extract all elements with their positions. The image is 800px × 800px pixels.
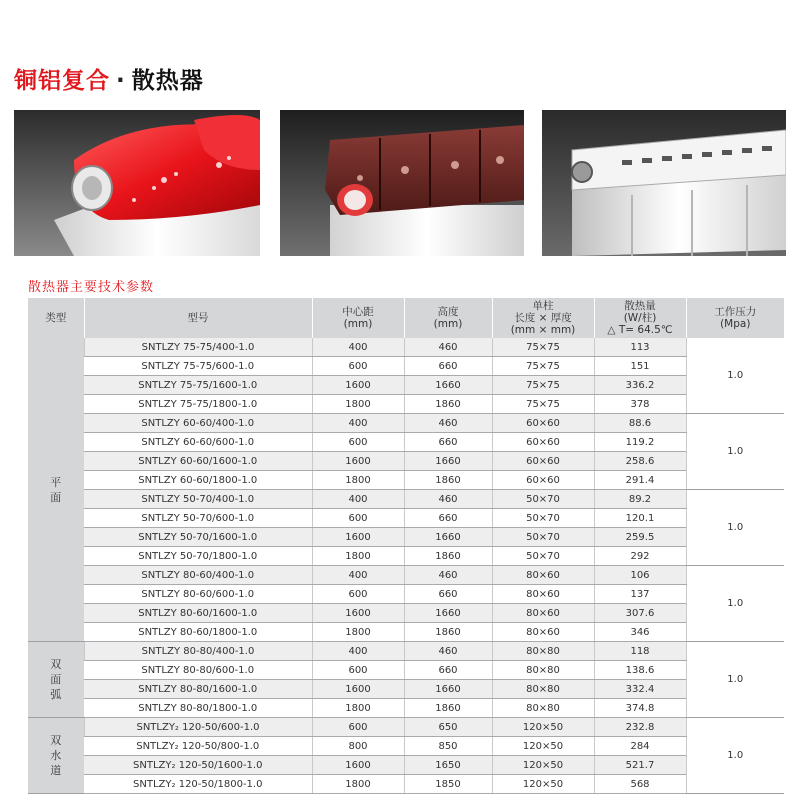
model-cell: SNTLZY₂ 120-50/800-1.0 <box>84 737 312 756</box>
table-row <box>28 756 784 775</box>
size-cell: 120×50 <box>492 775 594 794</box>
heat-output-cell: 568 <box>594 775 686 794</box>
heat-output-cell: 521.7 <box>594 756 686 775</box>
center-distance-cell: 1800 <box>312 699 404 718</box>
model-cell: SNTLZY 50-70/400-1.0 <box>84 490 312 509</box>
table-row <box>28 680 784 699</box>
center-distance-cell: 600 <box>312 661 404 680</box>
table-row <box>28 338 784 357</box>
type-cell <box>28 338 84 642</box>
table-row <box>28 547 784 566</box>
center-distance-cell: 1800 <box>312 547 404 566</box>
height-cell: 1660 <box>404 680 492 699</box>
size-cell: 60×60 <box>492 433 594 452</box>
pressure-cell: 1.0 <box>686 490 784 566</box>
heat-output-cell: 332.4 <box>594 680 686 699</box>
size-cell: 60×60 <box>492 414 594 433</box>
heat-output-cell: 151 <box>594 357 686 376</box>
size-cell: 75×75 <box>492 395 594 414</box>
heat-output-cell: 259.5 <box>594 528 686 547</box>
height-cell: 460 <box>404 642 492 661</box>
header-center-distance <box>312 298 404 338</box>
height-cell: 1860 <box>404 471 492 490</box>
size-cell: 80×60 <box>492 585 594 604</box>
model-cell: SNTLZY 75-75/1600-1.0 <box>84 376 312 395</box>
size-cell: 80×60 <box>492 566 594 585</box>
size-cell: 60×60 <box>492 452 594 471</box>
table-row <box>28 699 784 718</box>
heat-output-cell: 119.2 <box>594 433 686 452</box>
model-cell: SNTLZY₂ 120-50/1800-1.0 <box>84 775 312 794</box>
heat-output-cell: 346 <box>594 623 686 642</box>
heat-output-cell: 137 <box>594 585 686 604</box>
type-cell <box>28 642 84 718</box>
height-cell: 460 <box>404 490 492 509</box>
size-cell: 50×70 <box>492 547 594 566</box>
center-distance-cell: 400 <box>312 566 404 585</box>
type-label: 双面弧 <box>50 658 62 701</box>
size-cell: 80×80 <box>492 661 594 680</box>
height-cell: 1850 <box>404 775 492 794</box>
size-cell: 75×75 <box>492 376 594 395</box>
model-cell: SNTLZY 80-80/1800-1.0 <box>84 699 312 718</box>
table-row <box>28 433 784 452</box>
heat-output-cell: 336.2 <box>594 376 686 395</box>
size-cell: 60×60 <box>492 471 594 490</box>
size-cell: 80×80 <box>492 699 594 718</box>
center-distance-cell: 400 <box>312 490 404 509</box>
center-distance-cell: 400 <box>312 338 404 357</box>
model-cell: SNTLZY 75-75/400-1.0 <box>84 338 312 357</box>
table-row <box>28 452 784 471</box>
model-cell: SNTLZY 80-80/600-1.0 <box>84 661 312 680</box>
size-cell: 120×50 <box>492 756 594 775</box>
pressure-cell: 1.0 <box>686 338 784 414</box>
height-cell: 1860 <box>404 395 492 414</box>
size-cell: 120×50 <box>492 718 594 737</box>
type-label: 双水道 <box>50 734 62 777</box>
table-row <box>28 414 784 433</box>
model-cell: SNTLZY 50-70/1600-1.0 <box>84 528 312 547</box>
header-working-pressure <box>686 298 784 338</box>
pressure-cell: 1.0 <box>686 718 784 794</box>
size-cell: 80×60 <box>492 604 594 623</box>
size-cell: 75×75 <box>492 357 594 376</box>
model-cell: SNTLZY 80-80/400-1.0 <box>84 642 312 661</box>
height-cell: 1660 <box>404 452 492 471</box>
height-cell: 1660 <box>404 604 492 623</box>
spec-table <box>28 298 784 794</box>
table-row <box>28 566 784 585</box>
table-row <box>28 642 784 661</box>
center-distance-cell: 600 <box>312 357 404 376</box>
header-height-text: 高度 (mm) <box>433 306 463 330</box>
pressure-cell: 1.0 <box>686 414 784 490</box>
page-title <box>14 62 204 95</box>
type-label: 平面 <box>50 475 62 504</box>
header-height <box>404 298 492 338</box>
center-distance-cell: 1800 <box>312 623 404 642</box>
table-row <box>28 718 784 737</box>
pressure-cell: 1.0 <box>686 566 784 642</box>
center-distance-cell: 600 <box>312 585 404 604</box>
model-cell: SNTLZY 60-60/600-1.0 <box>84 433 312 452</box>
model-cell: SNTLZY₂ 120-50/600-1.0 <box>84 718 312 737</box>
size-cell: 50×70 <box>492 490 594 509</box>
header-heat-output <box>594 298 686 338</box>
model-cell: SNTLZY 80-80/1600-1.0 <box>84 680 312 699</box>
center-distance-cell: 1600 <box>312 376 404 395</box>
product-photo-red-radiator <box>14 110 260 256</box>
type-cell <box>28 718 84 794</box>
center-distance-cell: 1600 <box>312 680 404 699</box>
height-cell: 460 <box>404 338 492 357</box>
table-row <box>28 775 784 794</box>
height-cell: 460 <box>404 566 492 585</box>
center-distance-cell: 1600 <box>312 528 404 547</box>
header-size-text: 单柱 长度 × 厚度 (mm × mm) <box>510 300 576 336</box>
heat-output-cell: 292 <box>594 547 686 566</box>
height-cell: 1660 <box>404 376 492 395</box>
height-cell: 660 <box>404 357 492 376</box>
heat-output-cell: 374.8 <box>594 699 686 718</box>
table-row <box>28 623 784 642</box>
height-cell: 660 <box>404 585 492 604</box>
size-cell: 50×70 <box>492 528 594 547</box>
table-row <box>28 395 784 414</box>
table-row <box>28 528 784 547</box>
heat-output-cell: 378 <box>594 395 686 414</box>
model-cell: SNTLZY 75-75/1800-1.0 <box>84 395 312 414</box>
heat-output-cell: 138.6 <box>594 661 686 680</box>
heat-output-cell: 89.2 <box>594 490 686 509</box>
heat-output-cell: 284 <box>594 737 686 756</box>
center-distance-cell: 1800 <box>312 395 404 414</box>
center-distance-cell: 1800 <box>312 775 404 794</box>
header-type: 类型 <box>28 298 84 338</box>
height-cell: 1860 <box>404 623 492 642</box>
table-row <box>28 661 784 680</box>
model-cell: SNTLZY 60-60/1600-1.0 <box>84 452 312 471</box>
center-distance-cell: 1600 <box>312 604 404 623</box>
product-photo-white-radiator <box>542 110 786 256</box>
header-working-pressure-text: 工作压力 (Mpa) <box>714 306 757 330</box>
center-distance-cell: 600 <box>312 718 404 737</box>
height-cell: 850 <box>404 737 492 756</box>
heat-output-cell: 258.6 <box>594 452 686 471</box>
table-row <box>28 490 784 509</box>
header-heat-output-text: 散热量 (W/柱) △ T= 64.5℃ <box>607 300 673 336</box>
center-distance-cell: 1600 <box>312 756 404 775</box>
height-cell: 660 <box>404 433 492 452</box>
table-row <box>28 604 784 623</box>
size-cell: 120×50 <box>492 737 594 756</box>
table-row <box>28 737 784 756</box>
heat-output-cell: 106 <box>594 566 686 585</box>
center-distance-cell: 1800 <box>312 471 404 490</box>
heat-output-cell: 118 <box>594 642 686 661</box>
heat-output-cell: 232.8 <box>594 718 686 737</box>
table-body <box>28 338 784 794</box>
center-distance-cell: 400 <box>312 642 404 661</box>
heat-output-cell: 307.6 <box>594 604 686 623</box>
model-cell: SNTLZY 50-70/1800-1.0 <box>84 547 312 566</box>
table-row <box>28 471 784 490</box>
height-cell: 650 <box>404 718 492 737</box>
height-cell: 1650 <box>404 756 492 775</box>
model-cell: SNTLZY 80-60/1800-1.0 <box>84 623 312 642</box>
center-distance-cell: 600 <box>312 509 404 528</box>
table-row <box>28 376 784 395</box>
model-cell: SNTLZY₂ 120-50/1600-1.0 <box>84 756 312 775</box>
center-distance-cell: 600 <box>312 433 404 452</box>
center-distance-cell: 800 <box>312 737 404 756</box>
model-cell: SNTLZY 80-60/1600-1.0 <box>84 604 312 623</box>
size-cell: 80×60 <box>492 623 594 642</box>
heat-output-cell: 291.4 <box>594 471 686 490</box>
model-cell: SNTLZY 50-70/600-1.0 <box>84 509 312 528</box>
title-black-part: 散热器 <box>131 68 204 94</box>
size-cell: 80×80 <box>492 680 594 699</box>
heat-output-cell: 113 <box>594 338 686 357</box>
height-cell: 1860 <box>404 547 492 566</box>
product-photo-brown-radiator <box>280 110 524 256</box>
table-header-row <box>28 298 784 338</box>
size-cell: 50×70 <box>492 509 594 528</box>
model-cell: SNTLZY 60-60/400-1.0 <box>84 414 312 433</box>
height-cell: 660 <box>404 661 492 680</box>
size-cell: 80×80 <box>492 642 594 661</box>
heat-output-cell: 120.1 <box>594 509 686 528</box>
header-size <box>492 298 594 338</box>
header-model: 型号 <box>84 298 312 338</box>
header-center-distance-text: 中心距 (mm) <box>342 306 374 330</box>
height-cell: 660 <box>404 509 492 528</box>
model-cell: SNTLZY 60-60/1800-1.0 <box>84 471 312 490</box>
center-distance-cell: 400 <box>312 414 404 433</box>
table-row <box>28 585 784 604</box>
table-row <box>28 509 784 528</box>
title-separator: · <box>116 68 126 94</box>
table-row <box>28 357 784 376</box>
model-cell: SNTLZY 75-75/600-1.0 <box>84 357 312 376</box>
height-cell: 1860 <box>404 699 492 718</box>
height-cell: 1660 <box>404 528 492 547</box>
size-cell: 75×75 <box>492 338 594 357</box>
section-title: 散热器主要技术参数 <box>28 280 155 295</box>
heat-output-cell: 88.6 <box>594 414 686 433</box>
height-cell: 460 <box>404 414 492 433</box>
model-cell: SNTLZY 80-60/600-1.0 <box>84 585 312 604</box>
center-distance-cell: 1600 <box>312 452 404 471</box>
pressure-cell: 1.0 <box>686 642 784 718</box>
title-red-part: 铜铝复合 <box>14 68 110 94</box>
model-cell: SNTLZY 80-60/400-1.0 <box>84 566 312 585</box>
